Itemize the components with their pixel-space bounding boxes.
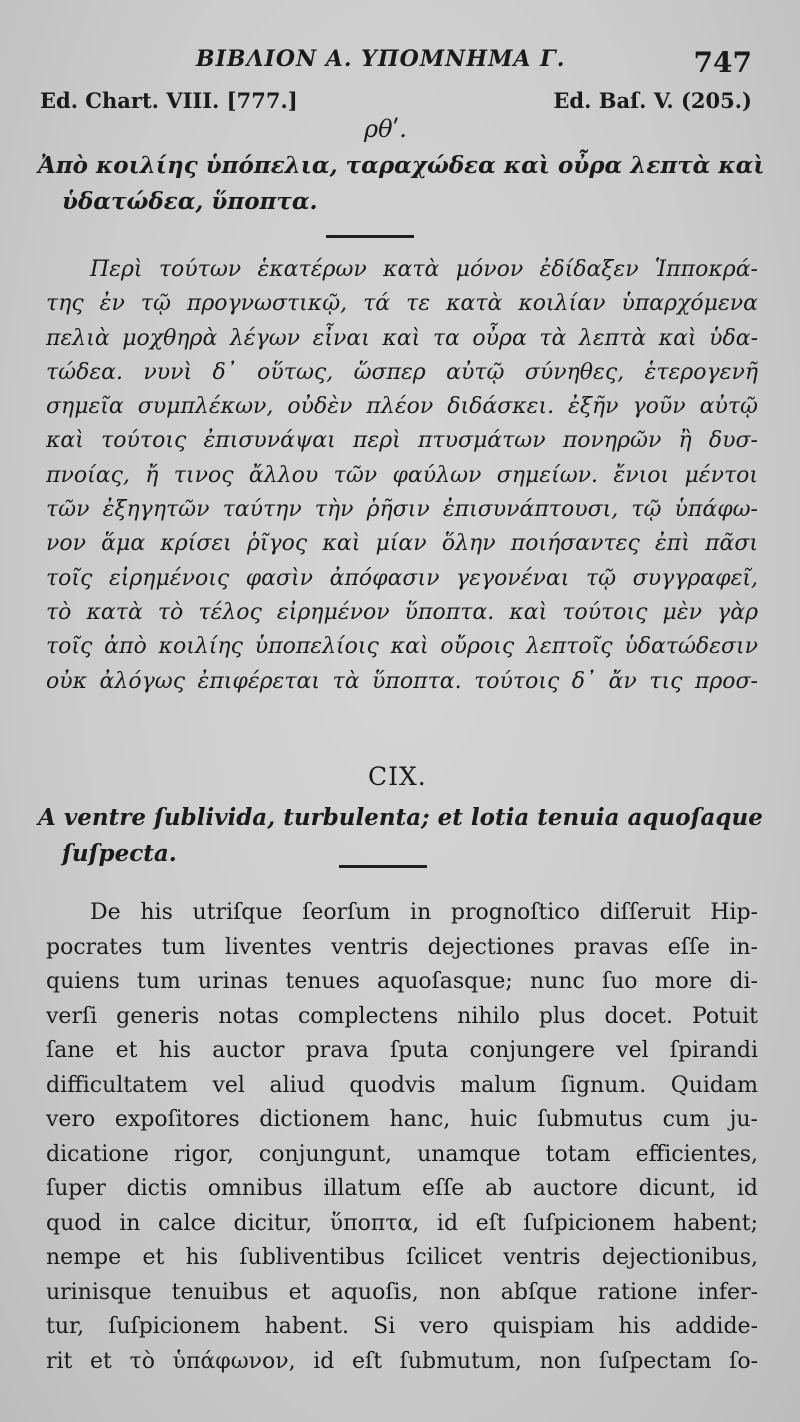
greek-commentary-line: σημεῖα συμπλέκων, οὐδὲν πλέον διδάσκει. ἐξῆν γοῦν αὐτῷ <box>46 394 758 420</box>
latin-lemma-line: ſuſpecta. <box>62 840 177 867</box>
greek-commentary-line: τῶν ἐξηγητῶν ταύτην τὴν ῥῆσιν ἐπισυνάπτουσι, τῷ ὑπάφω- <box>46 497 758 523</box>
latin-commentary-line: De his utriſque ſeorſum in prognoſtico diſſeruit Hip- <box>90 900 758 925</box>
latin-commentary-line: nempe et his ſubliventibus ſcilicet ventris dejectionibus, <box>46 1245 758 1270</box>
greek-lemma-line: Ἀπὸ κοιλίης ὑπόπελια, ταραχώδεα καὶ οὖρα λεπτὰ καὶ <box>38 152 765 179</box>
section-divider <box>339 865 427 868</box>
latin-commentary-line: ſuper dictis omnibus illatum eſſe ab auctore dicunt, id <box>46 1176 758 1201</box>
greek-commentary-line: Περὶ τούτων ἑκατέρων κατὰ μόνον ἐδίδαξεν Ἱπποκρά- <box>90 257 758 282</box>
page-number: 747 <box>693 46 752 79</box>
latin-commentary-line: tur, ſuſpicionem habent. Si vero quispiam his addide- <box>46 1314 758 1339</box>
latin-lemma <box>38 800 762 872</box>
latin-lemma-line: A ventre ſublivida, turbulenta; et lotia tenuia aquoſaque <box>38 804 763 831</box>
greek-lemma <box>38 148 765 220</box>
greek-lemma-line: ὑδατώδεα, ὕποπτα. <box>62 188 318 215</box>
greek-commentary-line: πελιὰ μοχθηρὰ λέγων εἶναι καὶ τα οὖρα τὰ λεπτὰ καὶ ὑδα- <box>46 325 758 351</box>
section-divider <box>326 235 414 238</box>
latin-commentary-line: verſi generis notas complectens nihilo plus docet. Potuit <box>46 1003 758 1029</box>
latin-commentary-line: pocrates tum liventes ventris dejectiones pravas eſſe in- <box>46 934 758 960</box>
running-title: ΒΙΒΛΙΟΝ Α. ΥΠΟΜΝΗΜΑ Γ. <box>196 46 566 72</box>
greek-commentary-line: τοῖς εἰρημένοις φασὶν ἀπόφασιν γεγονέναι τῷ συγγραφεῖ, <box>46 565 758 591</box>
latin-commentary-line: quod in calce dicitur, ὕποπτα, id eſt ſuſpicionem habent; <box>46 1210 758 1236</box>
greek-commentary <box>46 253 758 699</box>
latin-section-number: CIX. <box>368 762 427 791</box>
latin-commentary-line: quiens tum urinas tenues aquoſasque; nunc ſuo more di- <box>46 969 758 994</box>
latin-commentary-line: dicatione rigor, conjungunt, unamque totam efficientes, <box>46 1141 758 1167</box>
latin-commentary <box>46 896 758 1379</box>
greek-commentary-line: τοῖς ἀπὸ κοιλίης ὑποπελίοις καὶ οὔροις λεπτοῖς ὑδατώδεσιν <box>46 634 758 660</box>
greek-commentary-line: τώδεα. νυνὶ δ᾽ οὕτως, ὥσπερ αὐτῷ σύνηθες, ἑτερογενῆ <box>46 359 758 385</box>
greek-commentary-line: καὶ τούτοις ἐπισυνάψαι περὶ πτυσμάτων πονηρῶν ἢ δυσ- <box>46 428 758 454</box>
edition-chart-reference: Ed. Chart. VIII. [777.] <box>40 88 298 113</box>
greek-commentary-line: οὐκ ἀλόγως ἐπιφέρεται τὰ ὕποπτα. τούτοις δ᾽ ἄν τις προσ- <box>46 668 758 694</box>
greek-commentary-line: τὸ κατὰ τὸ τέλος εἰρημένον ὕποπτα. καὶ τούτοις μὲν γὰρ <box>46 599 758 625</box>
latin-commentary-line: vero expoſitores dictionem hanc, huic ſubmutus cum ju- <box>46 1107 758 1132</box>
latin-commentary-line: difficultatem vel aliud quodvis malum ſignum. Quidam <box>46 1072 758 1098</box>
greek-section-number: ρθʹ. <box>364 115 407 143</box>
edition-basel-reference: Ed. Baſ. V. (205.) <box>553 88 752 113</box>
latin-commentary-line: rit et τὸ ὑπάφωνον, id eſt ſubmutum, non ſuſpectam ſo- <box>46 1348 758 1374</box>
greek-commentary-line: της ἐν τῷ προγνωστικῷ, τά τε κατὰ κοιλίαν ὑπαρχόμενα <box>46 291 758 317</box>
latin-commentary-line: urinisque tenuibus et aquoſis, non abſque ratione infer- <box>46 1279 758 1305</box>
latin-commentary-line: ſane et his auctor prava ſputa conjungere vel ſpirandi <box>46 1038 758 1063</box>
greek-commentary-line: πνοίας, ἤ τινος ἄλλου τῶν φαύλων σημείων. ἔνιοι μέντοι <box>46 462 758 488</box>
greek-commentary-line: νον ἅμα κρίσει ῥῖγος καὶ μίαν ὅλην ποιήσαντες ἐπὶ πᾶσι <box>46 531 758 557</box>
